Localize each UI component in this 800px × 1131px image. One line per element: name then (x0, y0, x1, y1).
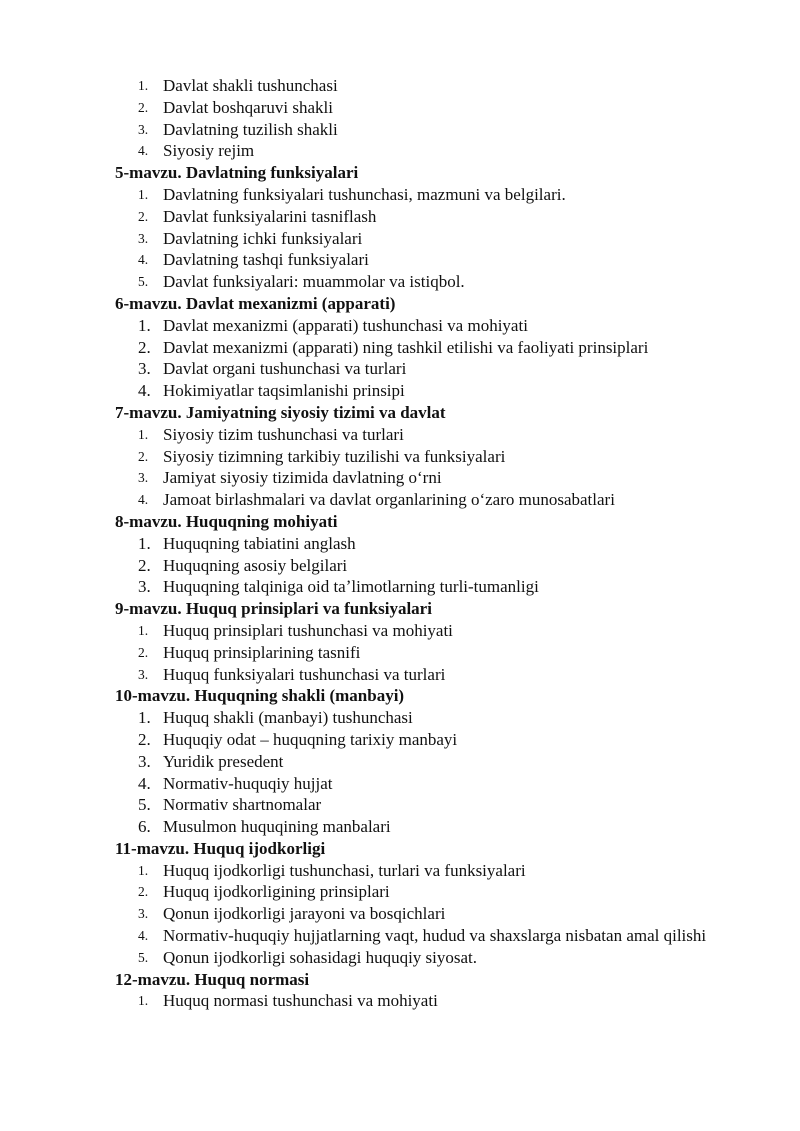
list-item-number: 1. (138, 993, 149, 1009)
list-item-number: 4. (138, 381, 151, 401)
list-item (0, 990, 800, 1012)
list-item (0, 75, 800, 97)
list-item-number: 2. (138, 99, 149, 115)
list-item-text: Huquq ijodkorligining prinsiplari (163, 882, 390, 902)
list-item-text: Siyosiy tizimning tarkibiy tuzilishi va funksiyalari (163, 446, 506, 466)
list-item (0, 424, 800, 446)
list-item-text: Huquq shakli (manbayi) tushunchasi (163, 708, 413, 728)
list-item-number: 4. (138, 773, 151, 793)
list-item (0, 707, 800, 729)
list-item (0, 751, 800, 773)
list-item (0, 206, 800, 228)
list-item-number: 1. (138, 708, 151, 728)
topic-list (0, 620, 800, 685)
list-item (0, 816, 800, 838)
topic-list (0, 424, 800, 511)
list-item-text: Siyosiy rejim (163, 141, 255, 161)
list-item-text: Davlat mexanizmi (apparati) tushunchasi va mohiyati (163, 315, 528, 335)
list-item-text: Davlat funksiyalarini tasniflash (163, 206, 377, 226)
list-item (0, 271, 800, 293)
list-item (0, 576, 800, 598)
list-item-number: 2. (138, 644, 149, 660)
list-item-text: Davlat organi tushunchasi va turlari (163, 359, 407, 379)
list-item-text: Davlatning ichki funksiyalari (163, 228, 363, 248)
list-item-number: 3. (138, 666, 149, 682)
list-item-number: 4. (138, 143, 149, 159)
topic-list (0, 75, 800, 162)
list-item-number: 3. (138, 470, 149, 486)
list-item-number: 4. (138, 252, 149, 268)
list-item-text: Siyosiy tizim tushunchasi va turlari (163, 424, 404, 444)
list-item (0, 140, 800, 162)
topic-section (0, 838, 800, 969)
list-item-text: Musulmon huquqining manbalari (163, 817, 391, 837)
list-item-number: 1. (138, 186, 149, 202)
list-item (0, 925, 800, 947)
topic-list (0, 860, 800, 969)
topic-section (0, 162, 800, 293)
list-item-number: 5. (138, 949, 149, 965)
list-item-text: Normativ-huquqiy hujjatlarning vaqt, hudud va shaxslarga nisbatan amal qilishi (163, 926, 707, 946)
list-item-text: Huquqning tabiatini anglash (163, 533, 356, 553)
list-item-number: 2. (138, 729, 151, 749)
list-item-text: Jamiyat siyosiy tizimida davlatning oʻrni (163, 468, 442, 488)
list-item-text: Huquq prinsiplarining tasnifi (163, 642, 361, 662)
list-item (0, 119, 800, 141)
list-item (0, 729, 800, 751)
list-item (0, 337, 800, 359)
list-item-text: Huquq prinsiplari tushunchasi va mohiyati (163, 620, 453, 640)
list-item-number: 1. (138, 862, 149, 878)
list-item (0, 664, 800, 686)
list-item-number: 3. (138, 230, 149, 246)
list-item-text: Davlat boshqaruvi shakli (163, 97, 333, 117)
topic-list (0, 990, 800, 1012)
list-item (0, 184, 800, 206)
list-item-number: 2. (138, 884, 149, 900)
list-item-number: 3. (138, 577, 151, 597)
list-item-text: Huquqiy odat – huquqning tarixiy manbayi (163, 729, 458, 749)
topic-heading: 5-mavzu. Davlatning funksiyalari (115, 163, 359, 183)
list-item-number: 1. (138, 78, 149, 93)
list-item-number: 3. (138, 906, 149, 922)
topic-section (0, 402, 800, 511)
list-item-number: 4. (138, 928, 149, 944)
list-item (0, 489, 800, 511)
list-item (0, 620, 800, 642)
list-item (0, 446, 800, 468)
list-item-text: Huquqning talqiniga oid taʼlimotlarning turli-tumanligi (163, 577, 539, 597)
list-item-text: Qonun ijodkorligi jarayoni va bosqichlari (163, 904, 446, 924)
list-item-text: Huquq funksiyalari tushunchasi va turlari (163, 664, 446, 684)
topic-heading: 8-mavzu. Huquqning mohiyati (115, 511, 338, 531)
list-item-number: 3. (138, 751, 151, 771)
list-item (0, 947, 800, 969)
list-item (0, 533, 800, 555)
topic-list (0, 184, 800, 293)
topic-section (0, 969, 800, 1013)
list-item (0, 555, 800, 577)
list-item-text: Davlatning funksiyalari tushunchasi, mazmuni va belgilari. (163, 184, 566, 204)
list-item-number: 2. (138, 555, 151, 575)
topic-heading: 12-mavzu. Huquq normasi (115, 969, 310, 989)
topic-heading: 6-mavzu. Davlat mexanizmi (apparati) (115, 293, 396, 313)
topic-heading: 11-mavzu. Huquq ijodkorligi (115, 838, 326, 858)
list-item (0, 860, 800, 882)
list-item (0, 467, 800, 489)
list-item-number: 1. (138, 426, 149, 442)
list-item-text: Davlat mexanizmi (apparati) ning tashkil etilishi va faoliyati prinsiplari (163, 337, 649, 357)
list-item (0, 380, 800, 402)
list-item-number: 1. (138, 315, 151, 335)
list-item (0, 228, 800, 250)
topic-list (0, 533, 800, 598)
list-item (0, 773, 800, 795)
list-item-text: Huquqning asosiy belgilari (163, 555, 348, 575)
list-item (0, 358, 800, 380)
list-item-number: 4. (138, 492, 149, 508)
list-item (0, 642, 800, 664)
list-item-number: 3. (138, 121, 149, 137)
topic-list (0, 707, 800, 838)
topic-section (0, 75, 800, 162)
topic-section (0, 511, 800, 598)
document-page (0, 75, 800, 1012)
list-item-number: 5. (138, 274, 149, 290)
list-item (0, 903, 800, 925)
list-item-text: Hokimiyatlar taqsimlanishi prinsipi (163, 381, 405, 401)
list-item (0, 249, 800, 271)
list-item-number: 2. (138, 208, 149, 224)
list-item-text: Qonun ijodkorligi sohasidagi huquqiy siyosat. (163, 947, 478, 967)
list-item-text: Davlatning tashqi funksiyalari (163, 250, 369, 270)
list-item-text: Normativ-huquqiy hujjat (163, 773, 333, 793)
list-item-text: Jamoat birlashmalari va davlat organlarining oʻzaro munosabatlari (163, 490, 615, 510)
topic-section (0, 685, 800, 838)
list-item-number: 6. (138, 817, 151, 837)
topic-heading: 9-mavzu. Huquq prinsiplari va funksiyalari (115, 599, 432, 619)
topic-section (0, 293, 800, 402)
list-item (0, 794, 800, 816)
topic-heading: 10-mavzu. Huquqning shakli (manbayi) (115, 686, 405, 706)
list-item-number: 2. (138, 337, 151, 357)
list-item-number: 2. (138, 448, 149, 464)
list-item (0, 315, 800, 337)
list-item (0, 97, 800, 119)
list-item-number: 1. (138, 533, 151, 553)
list-item-text: Huquq normasi tushunchasi va mohiyati (163, 991, 438, 1011)
topic-list (0, 315, 800, 402)
list-item-text: Normativ shartnomalar (163, 795, 322, 815)
list-item-text: Yuridik presedent (163, 751, 284, 771)
topic-section (0, 598, 800, 685)
list-item-text: Davlatning tuzilish shakli (163, 119, 338, 139)
list-item (0, 881, 800, 903)
list-item-number: 3. (138, 359, 151, 379)
list-item-number: 1. (138, 622, 149, 638)
list-item-text: Davlat funksiyalari: muammolar va istiqbol. (163, 272, 465, 292)
topic-heading: 7-mavzu. Jamiyatning siyosiy tizimi va davlat (115, 402, 446, 422)
list-item-text: Huquq ijodkorligi tushunchasi, turlari va funksiyalari (163, 860, 526, 880)
list-item-text: Davlat shakli tushunchasi (163, 76, 338, 95)
list-item-number: 5. (138, 795, 151, 815)
